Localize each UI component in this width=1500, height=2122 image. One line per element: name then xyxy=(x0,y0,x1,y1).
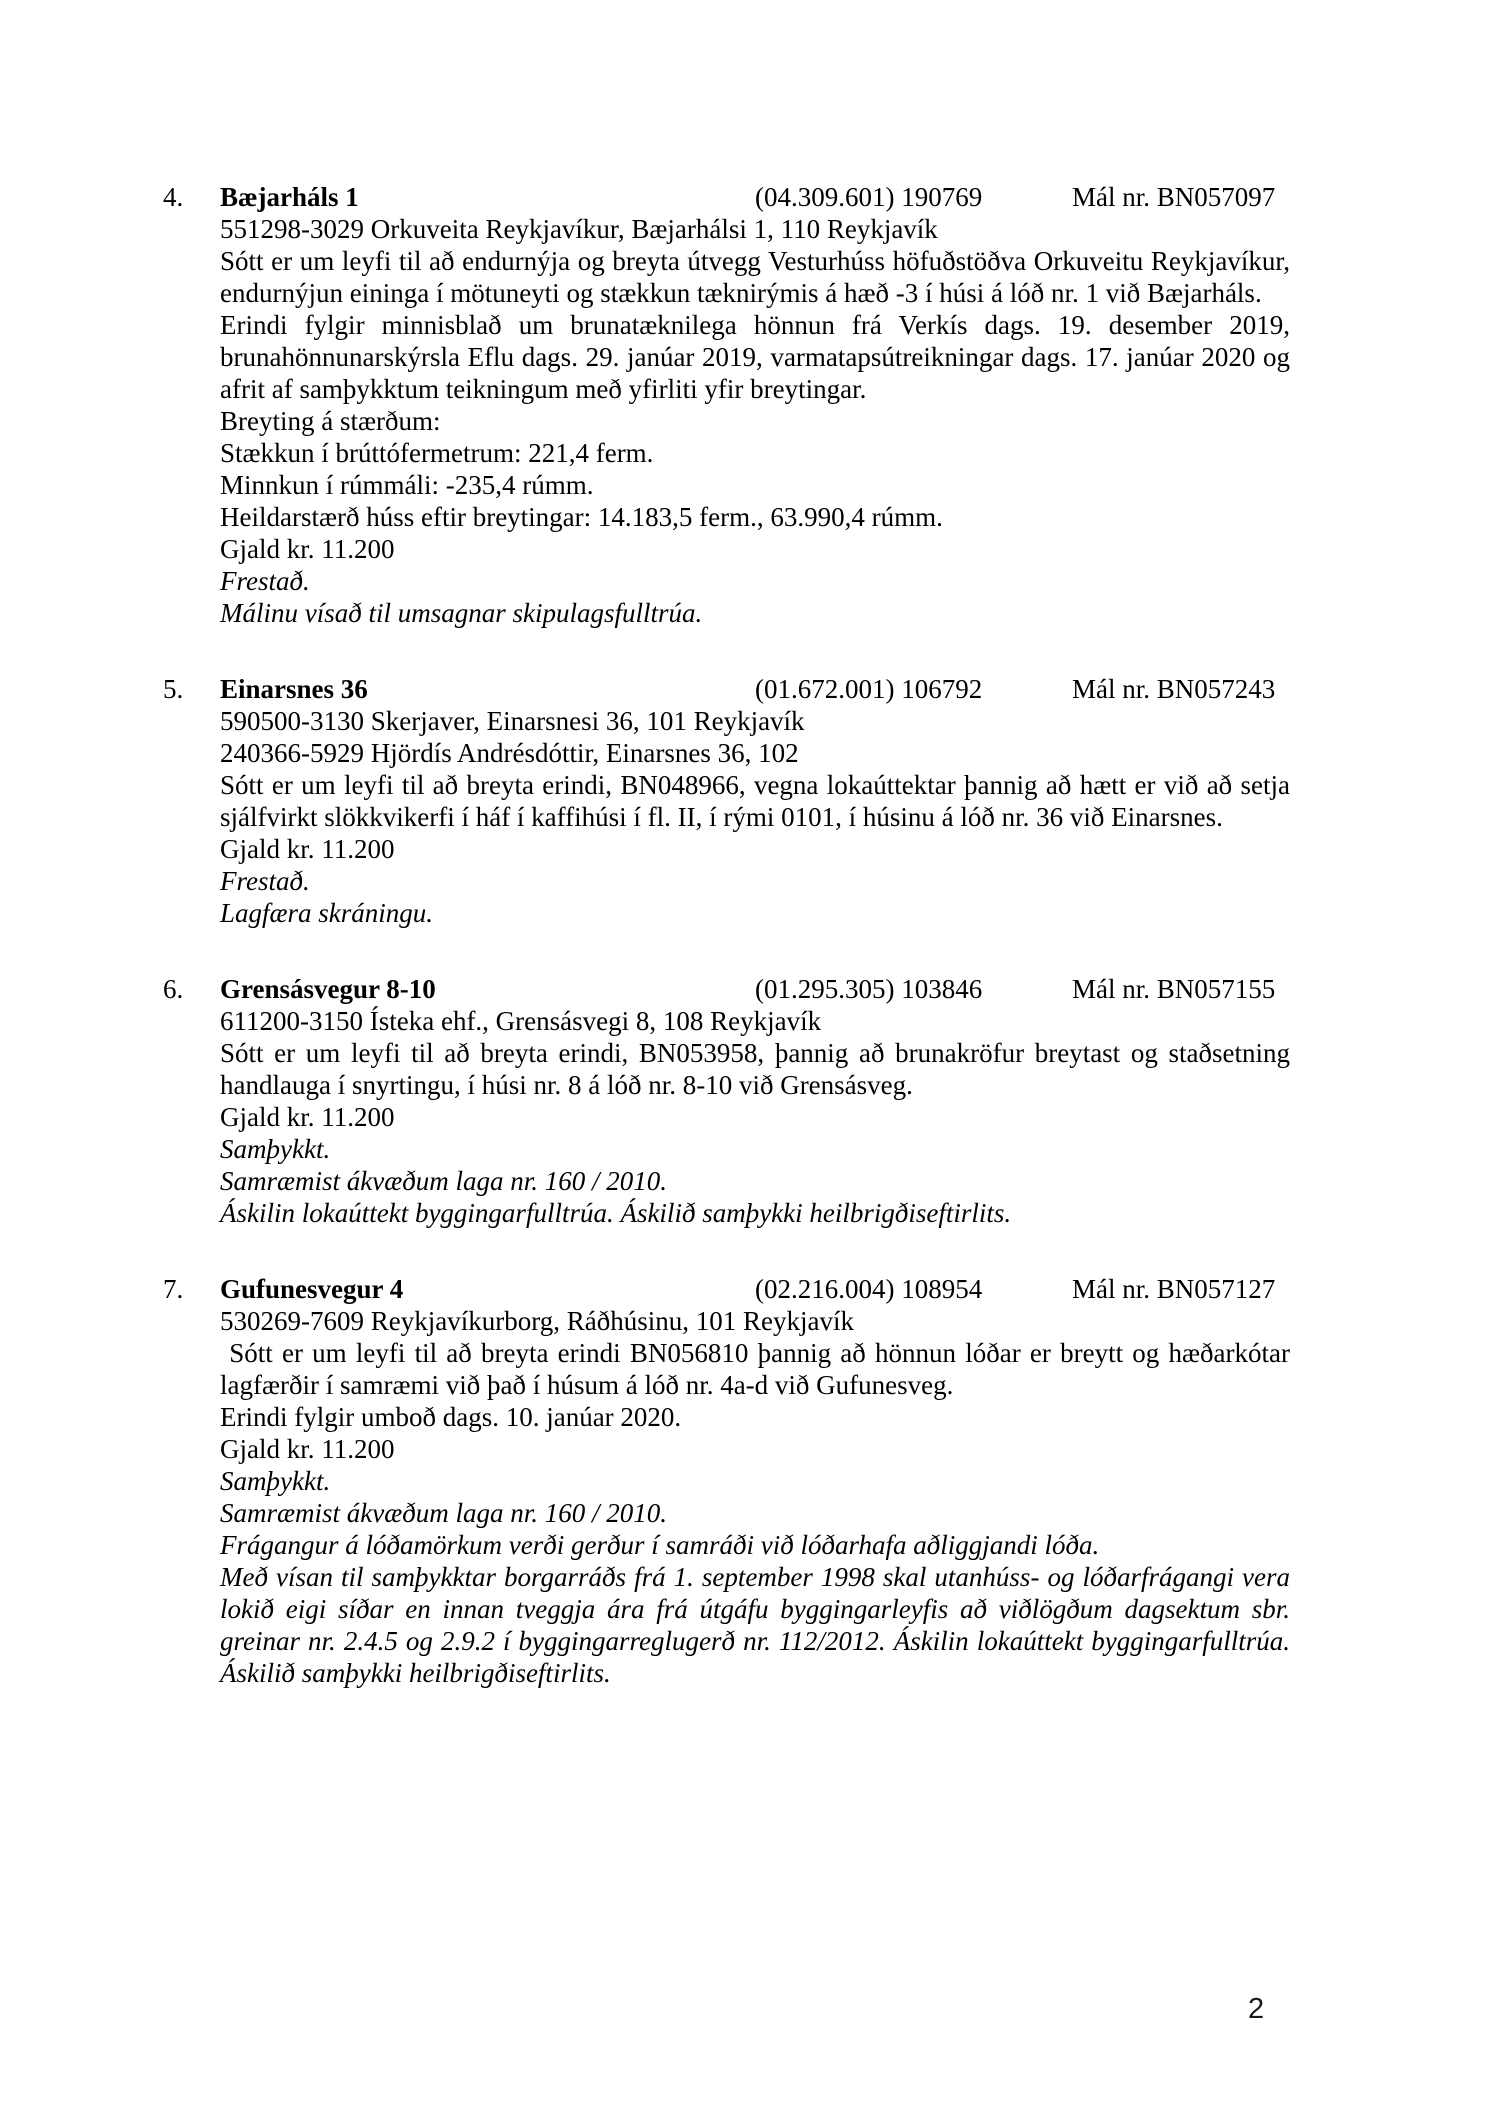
item-line: Gjald kr. 11.200 xyxy=(220,1102,395,1132)
item-reference: (01.672.001) 106792 xyxy=(755,674,983,704)
item-line: Frestað. xyxy=(220,566,310,596)
item-case-number: Mál nr. BN057155 xyxy=(1072,974,1276,1004)
item-line: Gjald kr. 11.200 xyxy=(220,1434,395,1464)
items-container xyxy=(163,181,1290,1733)
item-line: Erindi fylgir umboð dags. 10. janúar 2020. xyxy=(220,1402,682,1432)
item-line: Samræmist ákvæðum laga nr. 160 / 2010. xyxy=(220,1498,668,1528)
item-line: 551298-3029 Orkuveita Reykjavíkur, Bæjarhálsi 1, 110 Reykjavík xyxy=(220,214,938,244)
agenda-item xyxy=(163,673,1290,929)
item-line: Minnkun í rúmmáli: -235,4 rúmm. xyxy=(220,470,594,500)
item-line: Lagfæra skráningu. xyxy=(220,898,434,928)
item-line: 611200-3150 Ísteka ehf., Grensásvegi 8, 108 Reykjavík xyxy=(220,1006,822,1036)
item-lines xyxy=(220,1005,1290,1229)
item-lines xyxy=(220,705,1290,929)
item-case-number: Mál nr. BN057127 xyxy=(1072,1274,1276,1304)
item-reference: (04.309.601) 190769 xyxy=(755,182,983,212)
item-line: Frestað. xyxy=(220,866,310,896)
item-header xyxy=(163,1273,1290,1305)
item-lines xyxy=(220,213,1290,629)
item-line: Heildarstærð húss eftir breytingar: 14.183,5 ferm., 63.990,4 rúmm. xyxy=(220,502,943,532)
item-header xyxy=(163,973,1290,1005)
item-line: Frágangur á lóðamörkum verði gerður í samráði við lóðarhafa aðliggjandi lóða. xyxy=(220,1530,1100,1560)
item-line: Erindi fylgir minnisblað um brunatæknilega hönnun frá Verkís dags. 19. desember 2019, brunahönnunarskýrsla Eflu dags. 29. janúar 2019, varmatapsútreikningar dags. 17. janúar 2020 og afrit af samþykktum teikningum með yfirliti yfir breytingar. xyxy=(220,310,1290,404)
agenda-item xyxy=(163,181,1290,629)
item-line: Breyting á stærðum: xyxy=(220,406,441,436)
item-reference: (02.216.004) 108954 xyxy=(755,1274,983,1304)
item-line: 590500-3130 Skerjaver, Einarsnesi 36, 101 Reykjavík xyxy=(220,706,805,736)
item-title: Grensásvegur 8-10 xyxy=(220,974,436,1004)
item-title: Bæjarháls 1 xyxy=(220,182,359,212)
agenda-item xyxy=(163,1273,1290,1689)
item-line: Sótt er um leyfi til að breyta erindi, BN048966, vegna lokaúttektar þannig að hætt er við að setja sjálfvirkt slökkvikerfi í háf í kaffihúsi í fl. II, í rými 0101, í húsinu á lóð nr. 36 við Einarsnes. xyxy=(220,770,1290,832)
item-line: Gjald kr. 11.200 xyxy=(220,834,395,864)
item-case-number: Mál nr. BN057097 xyxy=(1072,182,1276,212)
item-line: Áskilin lokaúttekt byggingarfulltrúa. Áskilið samþykki heilbrigðiseftirlits. xyxy=(220,1198,1012,1228)
item-line: Sótt er um leyfi til að breyta erindi, BN053958, þannig að brunakröfur breytast og staðsetning handlauga í snyrtingu, í húsi nr. 8 á lóð nr. 8-10 við Grensásveg. xyxy=(220,1038,1290,1100)
item-line: Með vísan til samþykktar borgarráðs frá 1. september 1998 skal utanhúss- og lóðarfrágangi vera lokið eigi síðar en innan tveggja ára frá útgáfu byggingarleyfis að viðlögðum dagsektum sbr. greinar nr. 2.4.5 og 2.9.2 í byggingarreglugerð nr. 112/2012. Áskilin lokaúttekt byggingarfulltrúa. Áskilið samþykki heilbrigðiseftirlits. xyxy=(220,1562,1290,1688)
item-line: 240366-5929 Hjördís Andrésdóttir, Einarsnes 36, 102 xyxy=(220,738,799,768)
page-number: 2 xyxy=(1248,1993,1265,2025)
item-line: Sótt er um leyfi til að endurnýja og breyta útvegg Vesturhúss höfuðstöðva Orkuveitu Reykjavíkur, endurnýjun eininga í mötuneyti og stækkun tæknirýmis á hæð -3 í húsi á lóð nr. 1 við Bæjarháls. xyxy=(220,246,1290,308)
item-line: Samræmist ákvæðum laga nr. 160 / 2010. xyxy=(220,1166,668,1196)
item-number: 6. xyxy=(163,974,184,1004)
item-number: 5. xyxy=(163,674,184,704)
item-lines xyxy=(220,1305,1290,1689)
item-line: Stækkun í brúttófermetrum: 221,4 ferm. xyxy=(220,438,654,468)
item-number: 7. xyxy=(163,1274,184,1304)
item-line: Gjald kr. 11.200 xyxy=(220,534,395,564)
item-line: Samþykkt. xyxy=(220,1466,331,1496)
item-case-number: Mál nr. BN057243 xyxy=(1072,674,1276,704)
item-reference: (01.295.305) 103846 xyxy=(755,974,983,1004)
agenda-item xyxy=(163,973,1290,1229)
item-title: Einarsnes 36 xyxy=(220,674,368,704)
item-header xyxy=(163,673,1290,705)
item-title: Gufunesvegur 4 xyxy=(220,1274,404,1304)
item-line: 530269-7609 Reykjavíkurborg, Ráðhúsinu, 101 Reykjavík xyxy=(220,1306,854,1336)
item-line: Samþykkt. xyxy=(220,1134,331,1164)
item-header xyxy=(163,181,1290,213)
item-line: Málinu vísað til umsagnar skipulagsfulltrúa. xyxy=(220,598,703,628)
item-line: Sótt er um leyfi til að breyta erindi BN056810 þannig að hönnun lóðar er breytt og hæðarkótar lagfærðir í samræmi við það í húsum á lóð nr. 4a-d við Gufunesveg. xyxy=(220,1338,1290,1400)
item-number: 4. xyxy=(163,182,184,212)
